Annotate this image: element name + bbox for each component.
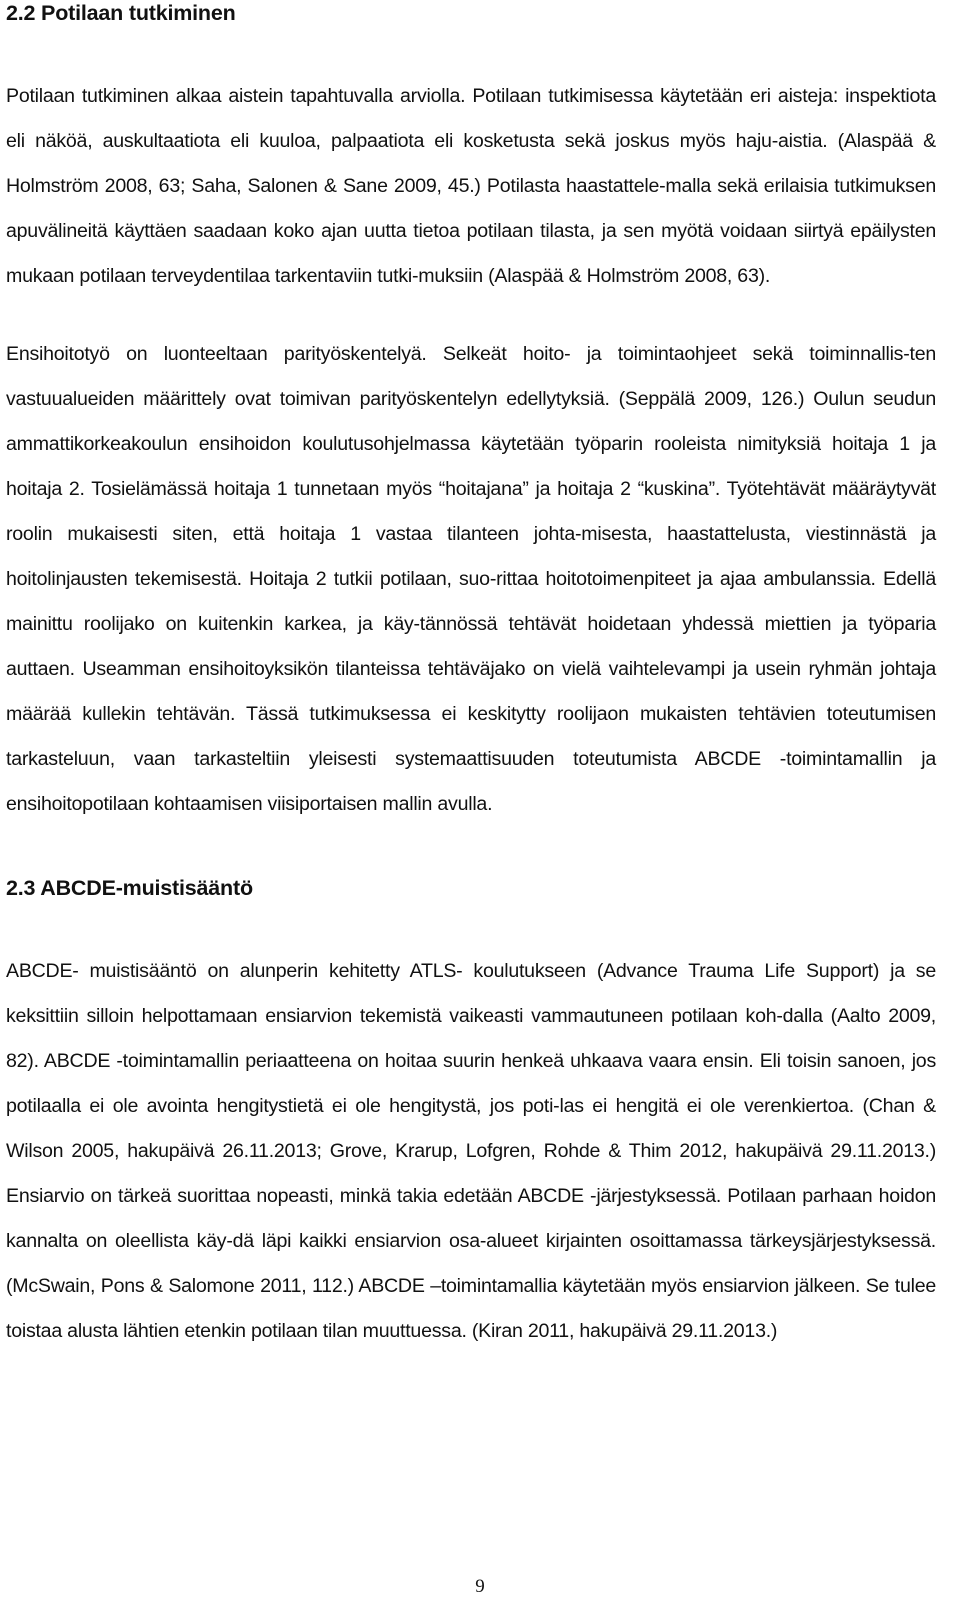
section-heading-abcde: 2.3 ABCDE-muistisääntö <box>6 876 253 900</box>
paragraph-potilaan-tutkiminen: Potilaan tutkiminen alkaa aistein tapahtuvalla arviolla. Potilaan tutkimisessa käytetään eri aisteja: inspektiota eli näköä, auskultaatiota eli kuuloa, palpaatiota eli kosketusta sekä joskus myös haju-aistia. (Alaspää & Holmström 2008, 63; Saha, Salonen & Sane 2009, 45.) Potilasta haastattele-malla sekä erilaisia tutkimuksen apuvälineitä käyttäen saadaan koko ajan uutta tietoa potilaan tilasta, ja sen myötä voidaan siirtyä epäilysten mukaan potilaan terveydentilaa tarkentaviin tutki-muksiin (Alaspää & Holmström 2008, 63). <box>6 85 936 287</box>
section-heading-potilaan-tutkiminen: 2.2 Potilaan tutkiminen <box>6 1 236 25</box>
paragraph-abcde: ABCDE- muistisääntö on alunperin kehitetty ATLS- koulutukseen (Advance Trauma Life Support) ja se keksittiin silloin helpottamaan ensiarvion tekemistä vaikeasti vammautuneen potilaan koh-dalla (Aalto 2009, 82). ABCDE -toimintamallin periaatteena on hoitaa suurin henkeä uhkaava vaara ensin. Eli toisin sanoen, jos potilaalla ei ole avointa hengitystietä ei ole hengitystä, jos poti-las ei hengitä ei ole verenkiertoa. (Chan & Wilson 2005, hakupäivä 26.11.2013; Grove, Krarup, Lofgren, Rohde & Thim 2012, hakupäivä 29.11.2013.) Ensiarvio on tärkeä suorittaa nopeasti, minkä takia edetään ABCDE -järjestyksessä. Potilaan parhaan hoidon kannalta on oleellista käy-dä läpi kaikki ensiarvion osa-alueet kirjainten osoittamassa tärkeysjärjestyksessä. (McSwain, Pons & Salomone 2011, 112.) ABCDE –toimintamallia käytetään myös ensiarvion jälkeen. Se tulee toistaa alusta lähtien etenkin potilaan tilan muuttuessa. (Kiran 2011, hakupäivä 29.11.2013.) <box>6 960 936 1342</box>
page-number: 9 <box>475 1576 485 1597</box>
page-content <box>6 0 936 1354</box>
paragraph-parityoskentely: Ensihoitotyö on luonteeltaan parityöskentelyä. Selkeät hoito- ja toimintaohjeet sekä toiminnallis-ten vastuualueiden määrittely ovat toimivan parityöskentelyn edellytyksiä. (Seppälä 2009, 126.) Oulun seudun ammattikorkeakoulun ensihoidon koulutusohjelmassa käytetään työparin rooleista nimityksiä hoitaja 1 ja hoitaja 2. Tosielämässä hoitaja 1 tunnetaan myös “hoitajana” ja hoitaja 2 “kuskina”. Työtehtävät määräytyvät roolin mukaisesti siten, että hoitaja 1 vastaa tilanteen johta-misesta, haastattelusta, viestinnästä ja hoitolinjausten tekemisestä. Hoitaja 2 tutkii potilaan, suo-rittaa hoitotoimenpiteet ja ajaa ambulanssia. Edellä mainittu roolijako on kuitenkin karkea, ja käy-tännössä tehtävät hoidetaan yhdessä miettien ja työparia auttaen. Useamman ensihoitoyksikön tilanteissa tehtäväjako on vielä vaihtelevampi ja usein ryhmän johtaja määrää kullekin tehtävän. Tässä tutkimuksessa ei keskitytty roolijaon mukaisten tehtävien toteutumisen tarkasteluun, vaan tarkasteltiin yleisesti systemaattisuuden toteutumista ABCDE -toimintamallin ja ensihoitopotilaan kohtaamisen viisiportaisen mallin avulla. <box>6 343 936 815</box>
